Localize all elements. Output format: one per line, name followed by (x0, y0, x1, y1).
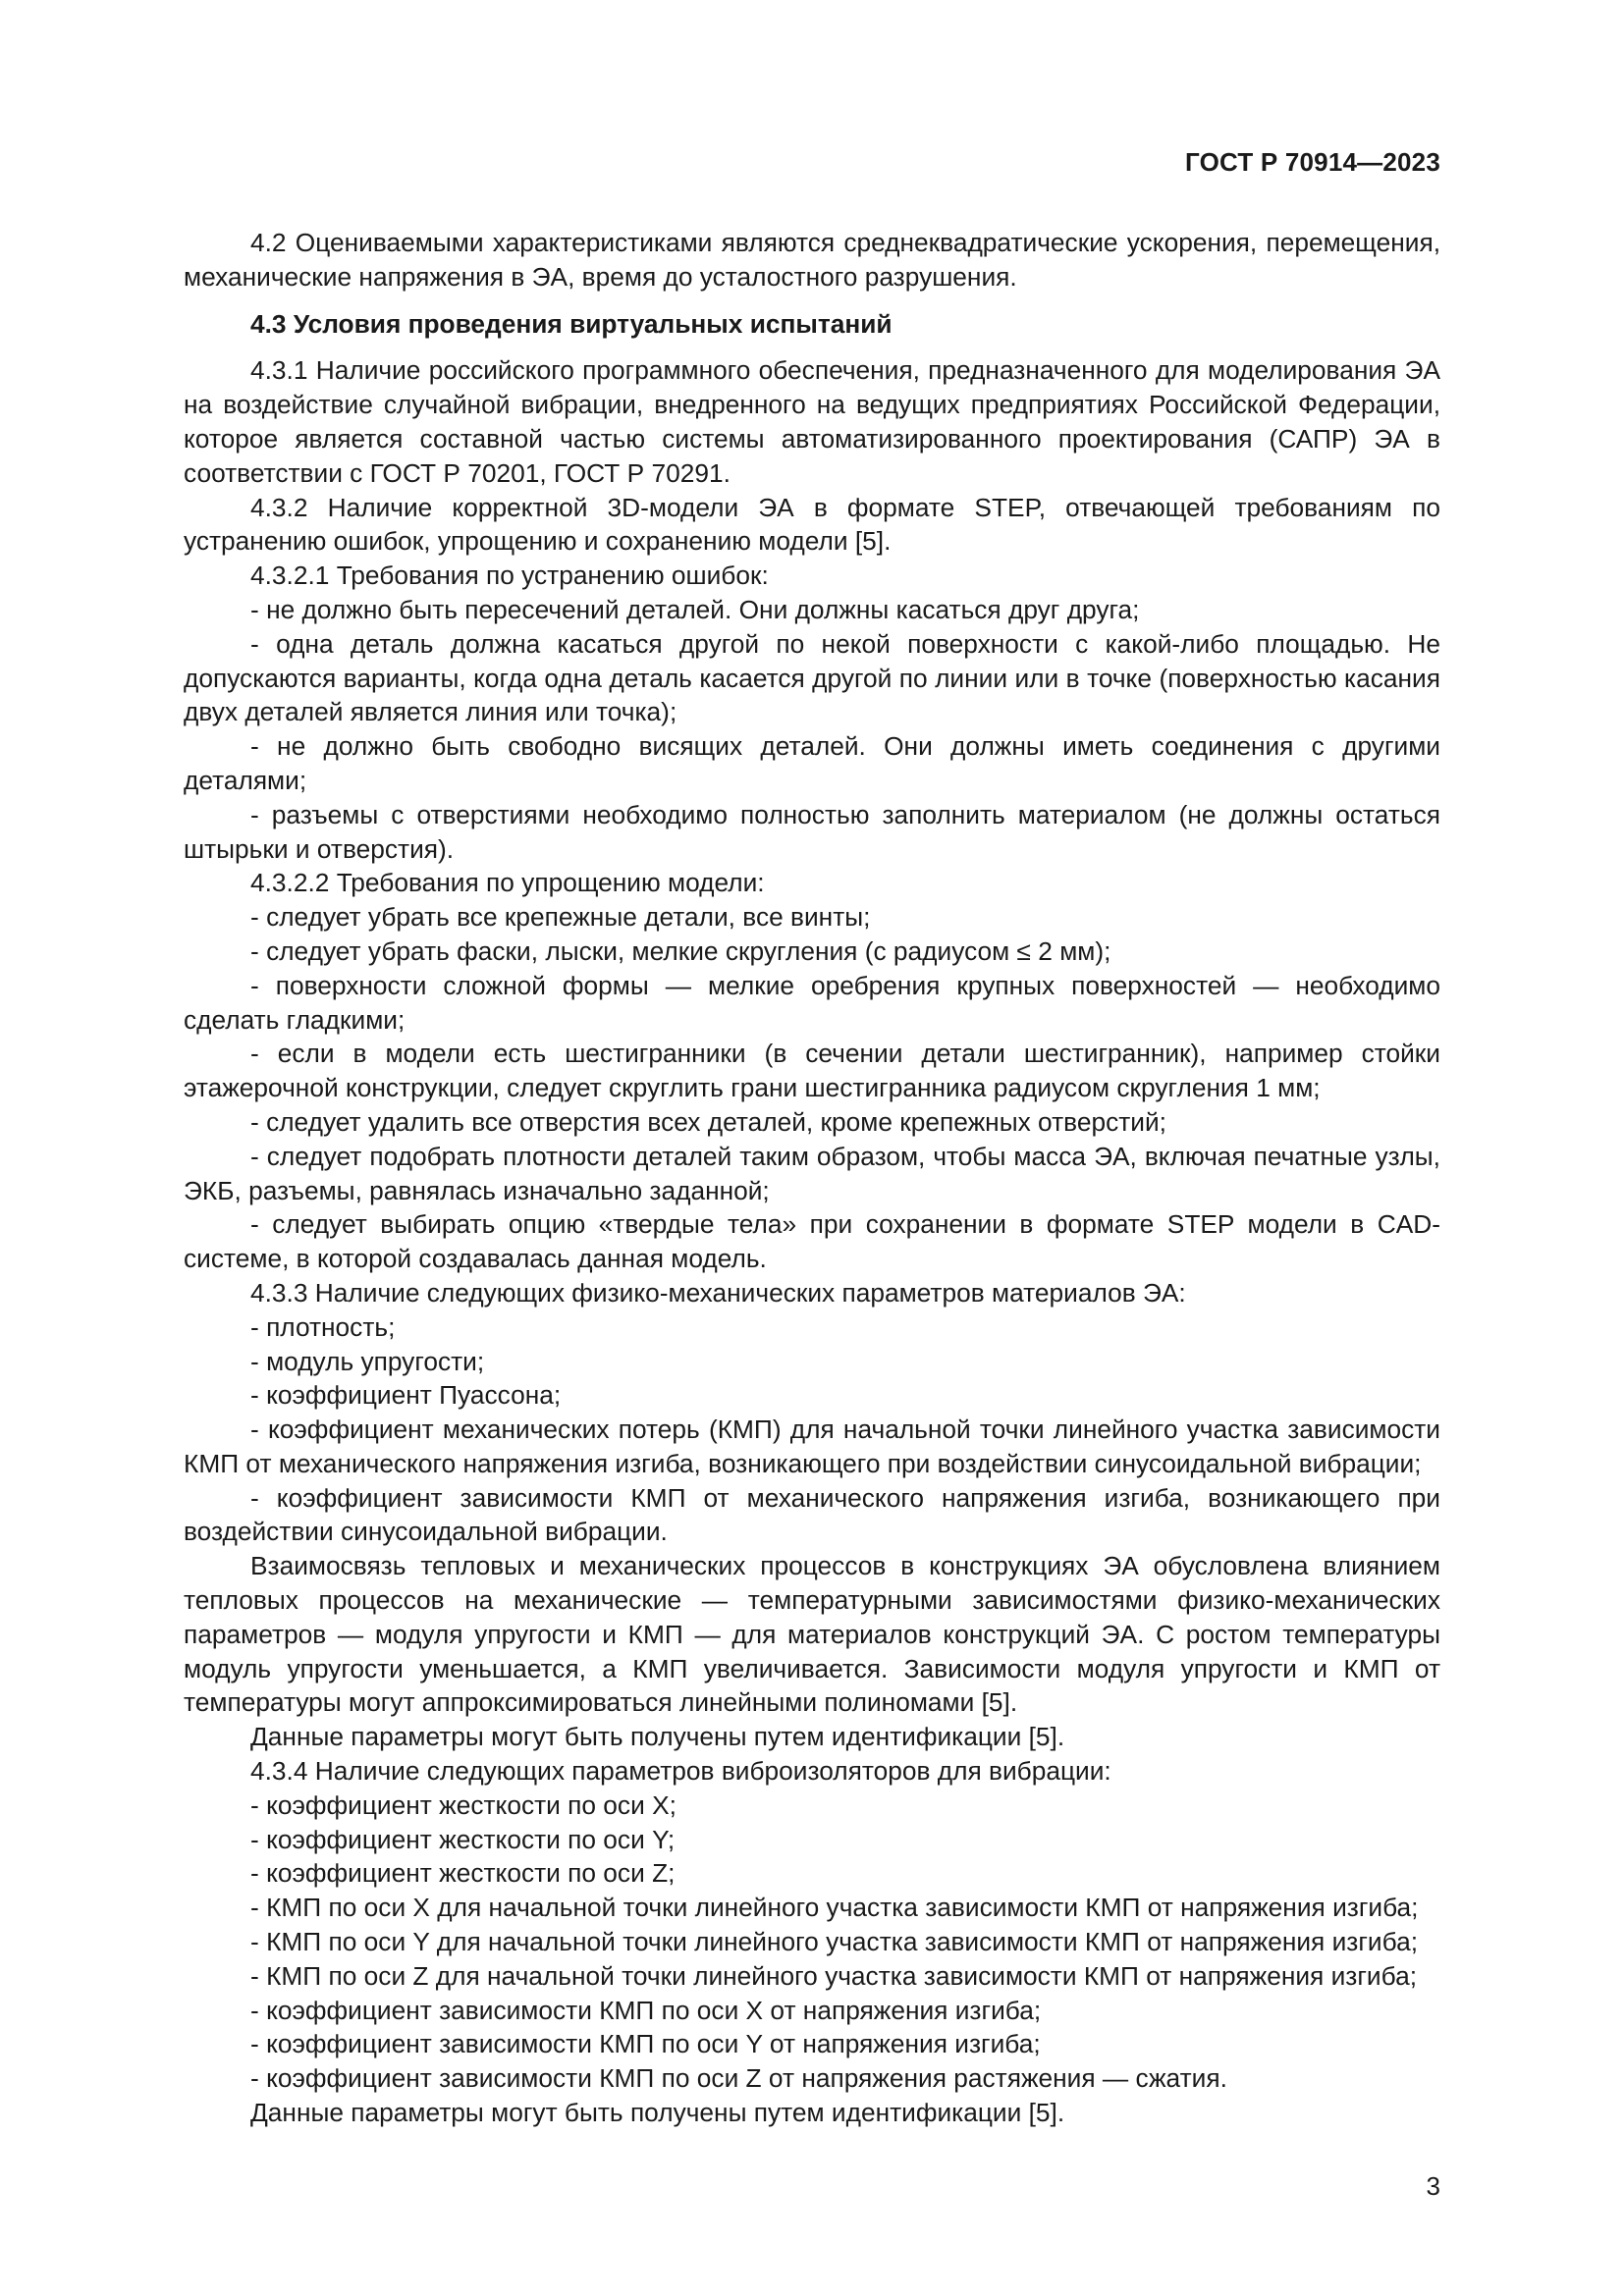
paragraph-4-2: 4.2 Оцениваемыми характеристиками являются среднеквадратические ускорения, перемещения, механические напряжения в ЭА, время до усталостного разрушения. (184, 228, 1440, 292)
paragraph: - следует подобрать плотности деталей таким образом, чтобы масса ЭА, включая печатные узлы, ЭКБ, разъемы, равнялась изначально заданной; (184, 1141, 1440, 1205)
paragraph: - коэффициент жесткости по оси X; (250, 1789, 677, 1820)
paragraph: - коэффициент зависимости КМП по оси Y от напряжения изгиба; (250, 2029, 1041, 2059)
paragraph: - если в модели есть шестигранники (в сечении детали шестигранник), например стойки этажерочной конструкции, следует скруглить грани шестигранника радиусом скругления 1 мм; (184, 1039, 1440, 1103)
paragraph: 4.3.2.1 Требования по устранению ошибок: (250, 561, 769, 591)
paragraph: 4.3.1 Наличие российского программного обеспечения, предназначенного для моделирования ЭА на воздействие случайной вибрации, внедренного на ведущих предприятиях Российской Федерации, которое является составной частью системы автоматизированного проектирования (САПР) ЭА в соответствии с ГОСТ Р 70201, ГОСТ Р 70291. (184, 355, 1440, 488)
paragraph: - следует убрать все крепежные детали, все винты; (250, 902, 871, 933)
paragraph: - не должно быть пересечений деталей. Они должны касаться друг друга; (250, 594, 1140, 624)
document-code: ГОСТ Р 70914—2023 (1185, 147, 1440, 177)
paragraph: Взаимосвязь тепловых и механических процессов в конструкциях ЭА обусловлена влиянием тепловых процессов на механические — температурными зависимостями физико-механических параметров — модуля упругости и КМП — для материалов конструкций ЭА. С ростом температуры модуль упругости уменьшается, а КМП увеличивается. Зависимости модуля упругости и КМП от температуры могут аппроксимироваться линейными полиномами [5]. (184, 1551, 1440, 1718)
section-heading-4-3: 4.3 Условия проведения виртуальных испытаний (250, 308, 893, 339)
paragraph: - КМП по оси Z для начальной точки линейного участка зависимости КМП от напряжения изгиба; (250, 1960, 1418, 1991)
paragraph: Данные параметры могут быть получены путем идентификации [5]. (250, 1722, 1065, 1752)
paragraph: - коэффициент зависимости КМП от механического напряжения изгиба, возникающего при воздействии синусоидальной вибрации. (184, 1482, 1440, 1547)
paragraph: - следует убрать фаски, лыски, мелкие скругления (с радиусом ≤ 2 мм); (250, 935, 1111, 966)
paragraph: 4.3.3 Наличие следующих физико-механических параметров материалов ЭА: (250, 1277, 1186, 1308)
paragraph: - коэффициент зависимости КМП по оси X от напряжения изгиба; (250, 1995, 1042, 2025)
paragraph: - модуль упругости; (250, 1346, 485, 1376)
paragraph: - КМП по оси Y для начальной точки линейного участка зависимости КМП от напряжения изгиба; (250, 1927, 1419, 1957)
paragraph: - коэффициент Пуассона; (250, 1380, 562, 1411)
paragraph: 4.3.2 Наличие корректной 3D-модели ЭА в формате STEP, отвечающей требованиям по устранению ошибок, упрощению и сохранению модели [5]. (184, 492, 1440, 557)
paragraph: - коэффициент жесткости по оси Z; (250, 1858, 676, 1889)
paragraph: - КМП по оси X для начальной точки линейного участка зависимости КМП от напряжения изгиба; (250, 1893, 1419, 1923)
paragraph: Данные параметры могут быть получены путем идентификации [5]. (250, 2098, 1065, 2128)
paragraph: - следует удалить все отверстия всех деталей, кроме крепежных отверстий; (250, 1106, 1166, 1137)
paragraph: - коэффициент жесткости по оси Y; (250, 1824, 676, 1854)
paragraph: - следует выбирать опцию «твердые тела» при сохранении в формате STEP модели в CAD-системе, в которой создавалась данная модель. (184, 1209, 1440, 1274)
paragraph: 4.3.2.2 Требования по упрощению модели: (250, 868, 765, 898)
paragraph: 4.3.4 Наличие следующих параметров виброизоляторов для вибрации: (250, 1756, 1111, 1787)
paragraph-list (184, 353, 1440, 2129)
paragraph: - коэффициент зависимости КМП по оси Z от напряжения растяжения — сжатия. (250, 2063, 1227, 2094)
page-number: 3 (1426, 2171, 1440, 2201)
paragraph: - разъемы с отверстиями необходимо полностью заполнить материалом (не должны остаться штырьки и отверстия). (184, 799, 1440, 864)
paragraph: - плотность; (250, 1311, 396, 1342)
paragraph: - одна деталь должна касаться другой по некой поверхности с какой-либо площадью. Не допускаются варианты, когда одна деталь касается другой по линии или в точке (поверхностью касания двух деталей является линия или точка); (184, 628, 1440, 727)
document-body (184, 226, 1440, 2130)
paragraph: - не должно быть свободно висящих деталей. Они должны иметь соединения с другими деталями; (184, 731, 1440, 795)
paragraph: - коэффициент механических потерь (КМП) для начальной точки линейного участка зависимости КМП от механического напряжения изгиба, возникающего при воздействии синусоидальной вибрации; (184, 1415, 1440, 1478)
paragraph: - поверхности сложной формы — мелкие оребрения крупных поверхностей — необходимо сделать гладкими; (184, 970, 1440, 1035)
